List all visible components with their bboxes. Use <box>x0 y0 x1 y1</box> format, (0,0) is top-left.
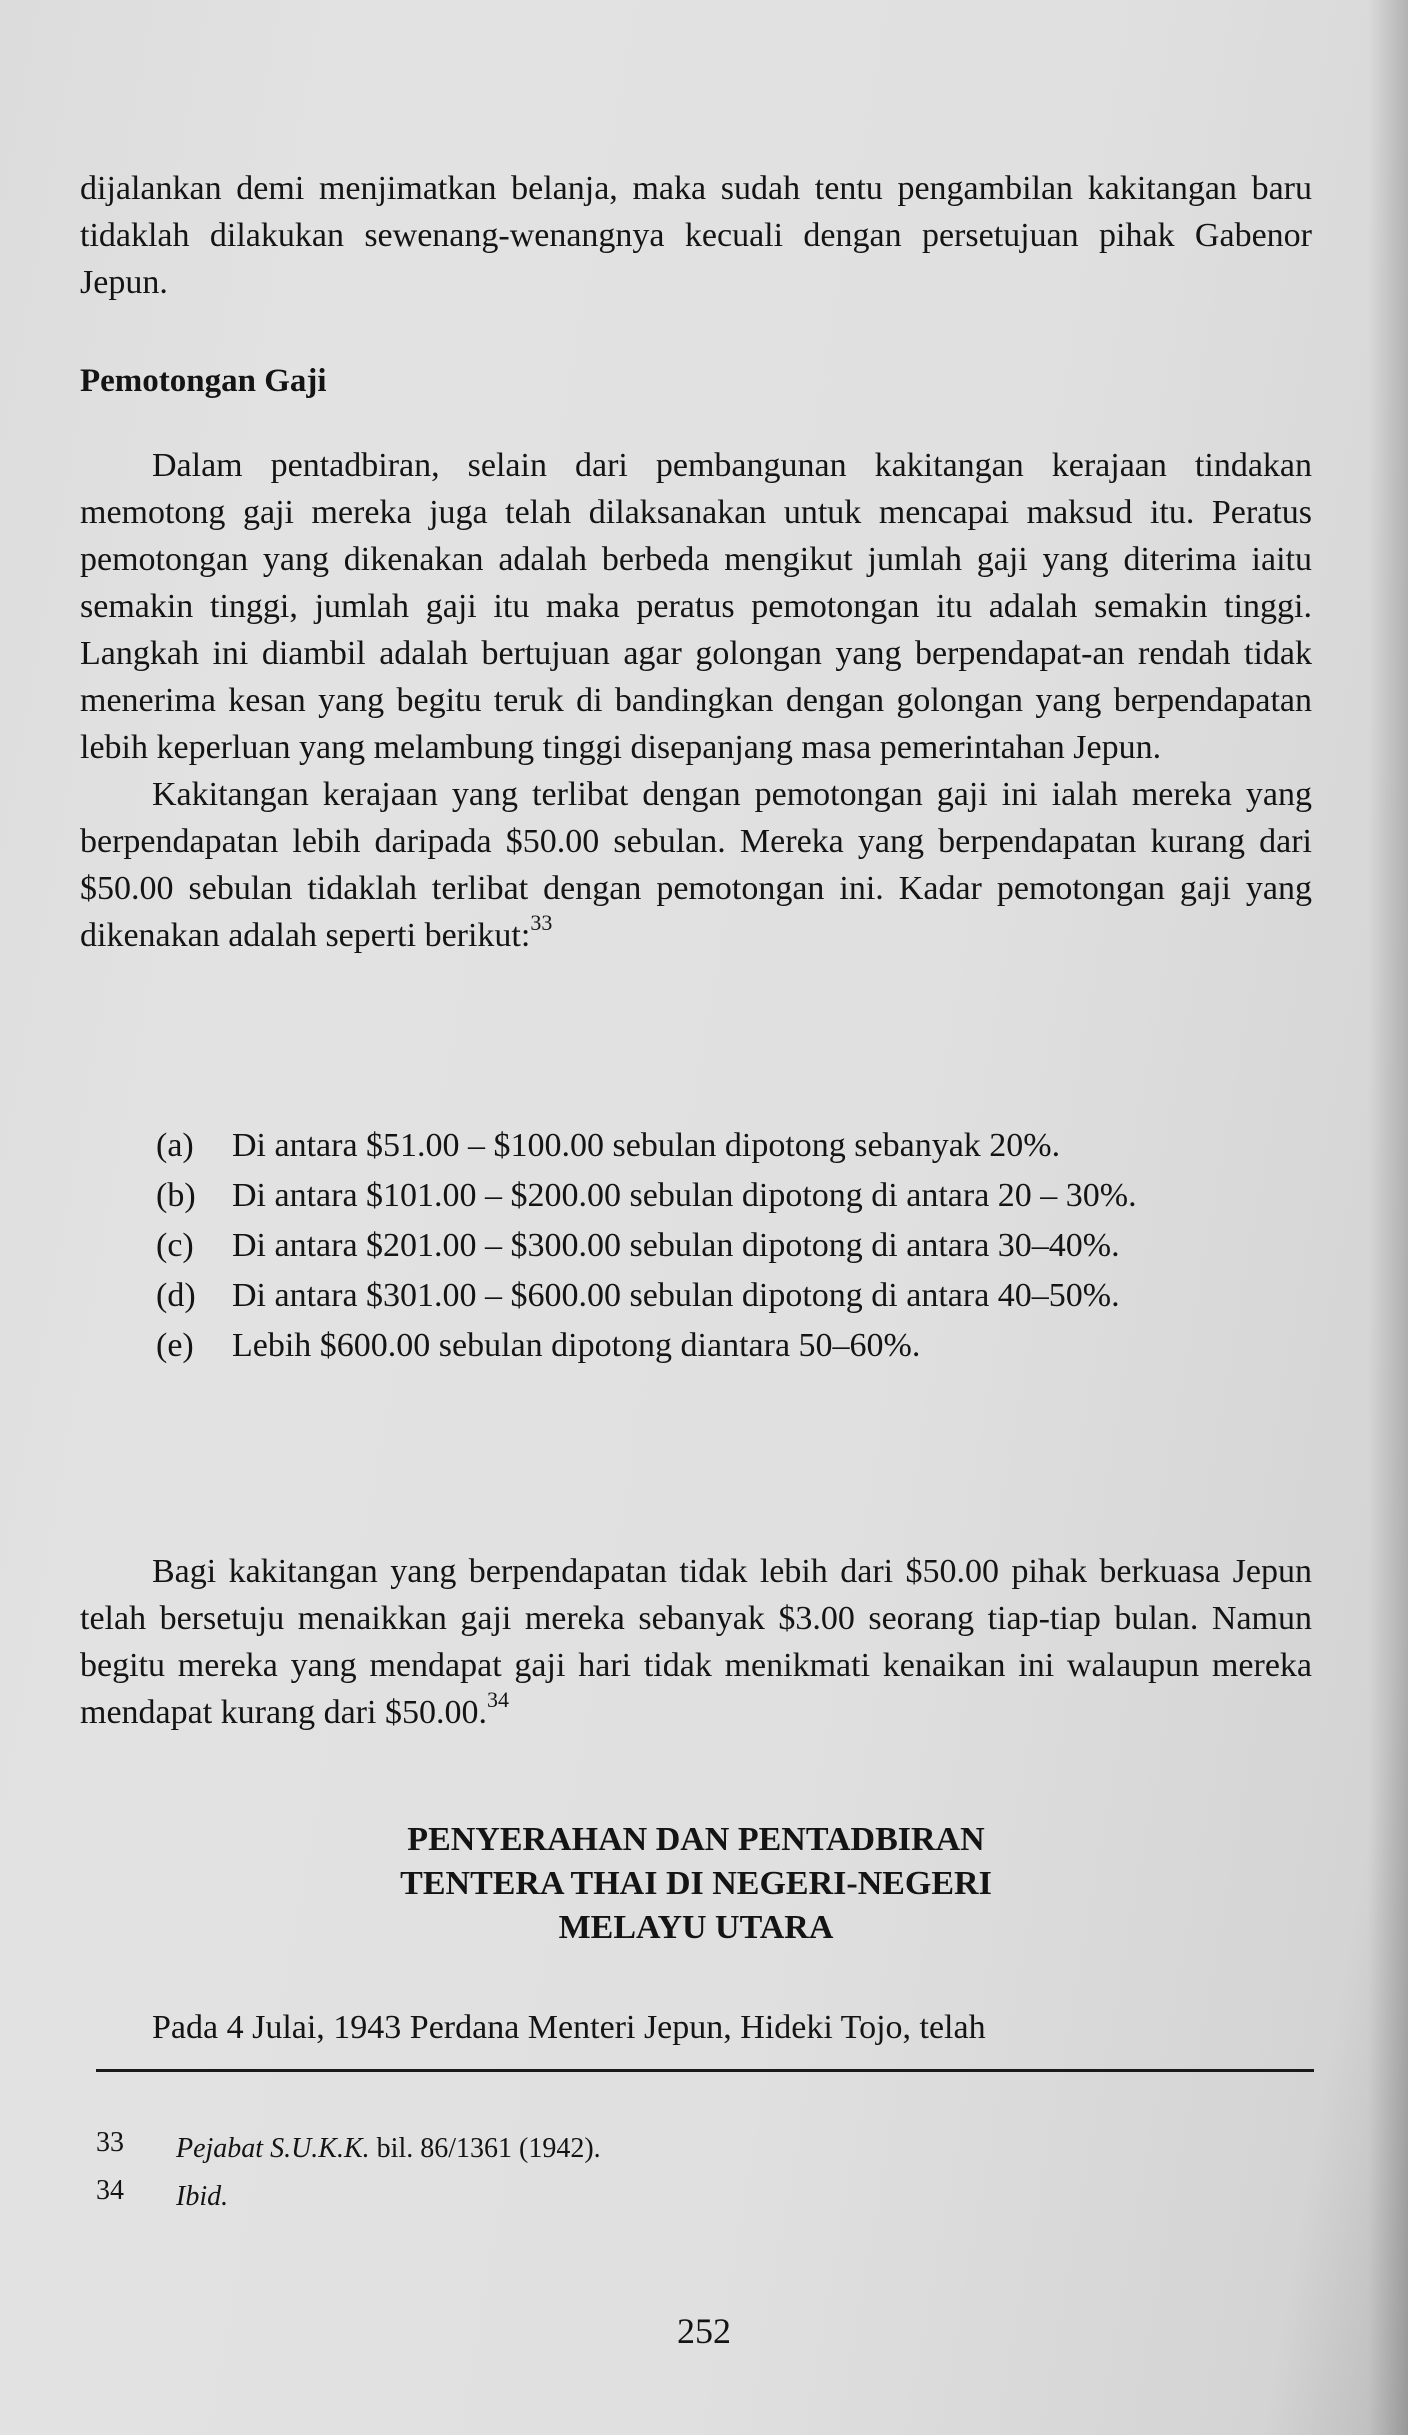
list-item-text: Di antara $201.00 – $300.00 sebulan dipotong di antara 30–40%. <box>232 1227 1120 1264</box>
list-item <box>156 1272 1296 1319</box>
list-item-marker: (c) <box>156 1227 194 1264</box>
paragraph-allowance <box>80 1548 1312 1736</box>
section-heading-line: MELAYU UTARA <box>558 1909 834 1946</box>
footnote-ref-34: 34 <box>486 1686 509 1712</box>
list-item-text: Lebih $600.00 sebulan dipotong diantara 50–60%. <box>232 1327 921 1364</box>
list-item-marker: (a) <box>156 1127 194 1164</box>
footnote-source: Pejabat S.U.K.K. <box>176 2133 370 2164</box>
list-item-text: Di antara $51.00 – $100.00 sebulan dipotong sebanyak 20%. <box>232 1127 1061 1164</box>
list-item-marker: (b) <box>156 1177 196 1214</box>
paragraph-affected-staff <box>80 771 1312 959</box>
list-item-marker: (d) <box>156 1277 196 1314</box>
section-heading-line: TENTERA THAI DI NEGERI-NEGERI <box>400 1865 992 1902</box>
list-item-marker: (e) <box>156 1327 194 1364</box>
paragraph-affected-staff-text: Kakitangan kerajaan yang terlibat dengan pemotongan gaji ini ialah mereka yang berpendapatan lebih daripada $50.00 sebulan. Mereka yang berpendapatan kurang dari $50.00 sebulan tidaklah terlibat dengan pemotongan ini. Kadar pemotongan gaji yang dikenakan adalah seperti berikut: <box>80 776 1312 954</box>
subheading-block <box>80 358 1312 405</box>
list-item-text: Di antara $101.00 – $200.00 sebulan dipotong di antara 20 – 30%. <box>232 1177 1137 1214</box>
list-item <box>156 1222 1296 1269</box>
section-heading <box>80 1818 1312 1950</box>
footnote-33 <box>96 2127 601 2166</box>
footnote-source: Ibid. <box>176 2181 229 2212</box>
paragraph-allowance-text: Bagi kakitangan yang berpendapatan tidak lebih dari $50.00 pihak berkuasa Jepun telah bersetuju menaikkan gaji mereka sebanyak $3.00 seorang tiap-tiap bulan. Namun begitu mereka yang mendapat gaji hari tidak menikmati kenaikan ini walaupun mereka mendapat kurang dari $50.00. <box>80 1553 1312 1731</box>
footnote-34 <box>96 2175 229 2214</box>
paragraph-block-tojo <box>80 2004 1312 2051</box>
footnote-number: 33 <box>96 2127 124 2158</box>
intro-block <box>80 165 1312 306</box>
list-item-text: Di antara $301.00 – $600.00 sebulan dipotong di antara 40–50%. <box>232 1277 1120 1314</box>
footnote-detail: bil. 86/1361 (1942). <box>369 2133 601 2164</box>
deduction-rate-list <box>156 1122 1296 1372</box>
list-item <box>156 1122 1296 1169</box>
list-item <box>156 1172 1296 1219</box>
section-subheading: Pemotongan Gaji <box>80 363 327 399</box>
footnote-number: 34 <box>96 2175 124 2206</box>
paragraph-salary-cut: Dalam pentadbiran, selain dari pembangunan kakitangan kerajaan tindakan memotong gaji mereka juga telah dilaksanakan untuk mencapai maksud itu. Peratus pemotongan yang dikenakan adalah berbeda mengikut jumlah gaji yang diterima iaitu semakin tinggi, jumlah gaji itu maka peratus pemotongan itu adalah semakin tinggi. Langkah ini diambil adalah bertujuan agar golongan yang berpendapat-an rendah tidak menerima kesan yang begitu teruk di bandingkan dengan golongan yang berpendapatan lebih keperluan yang melambung tinggi disepanjang masa pemerintahan Jepun. <box>80 447 1312 766</box>
footnote-divider <box>96 2069 1314 2072</box>
section-heading-line: PENYERAHAN DAN PENTADBIRAN <box>407 1821 985 1858</box>
page-number: 252 <box>677 2311 731 2351</box>
paragraph-tojo: Pada 4 Julai, 1943 Perdana Menteri Jepun, Hideki Tojo, telah <box>152 2009 986 2046</box>
body-block <box>80 442 1312 959</box>
footnote-ref-33: 33 <box>530 909 553 935</box>
paragraph-block-allowance <box>80 1548 1312 1736</box>
list-item <box>156 1322 1296 1369</box>
intro-paragraph: dijalankan demi menjimatkan belanja, maka sudah tentu pengambilan kakitangan baru tidaklah dilakukan sewenang-wenangnya kecuali dengan persetujuan pihak Gabenor Jepun. <box>80 170 1312 301</box>
